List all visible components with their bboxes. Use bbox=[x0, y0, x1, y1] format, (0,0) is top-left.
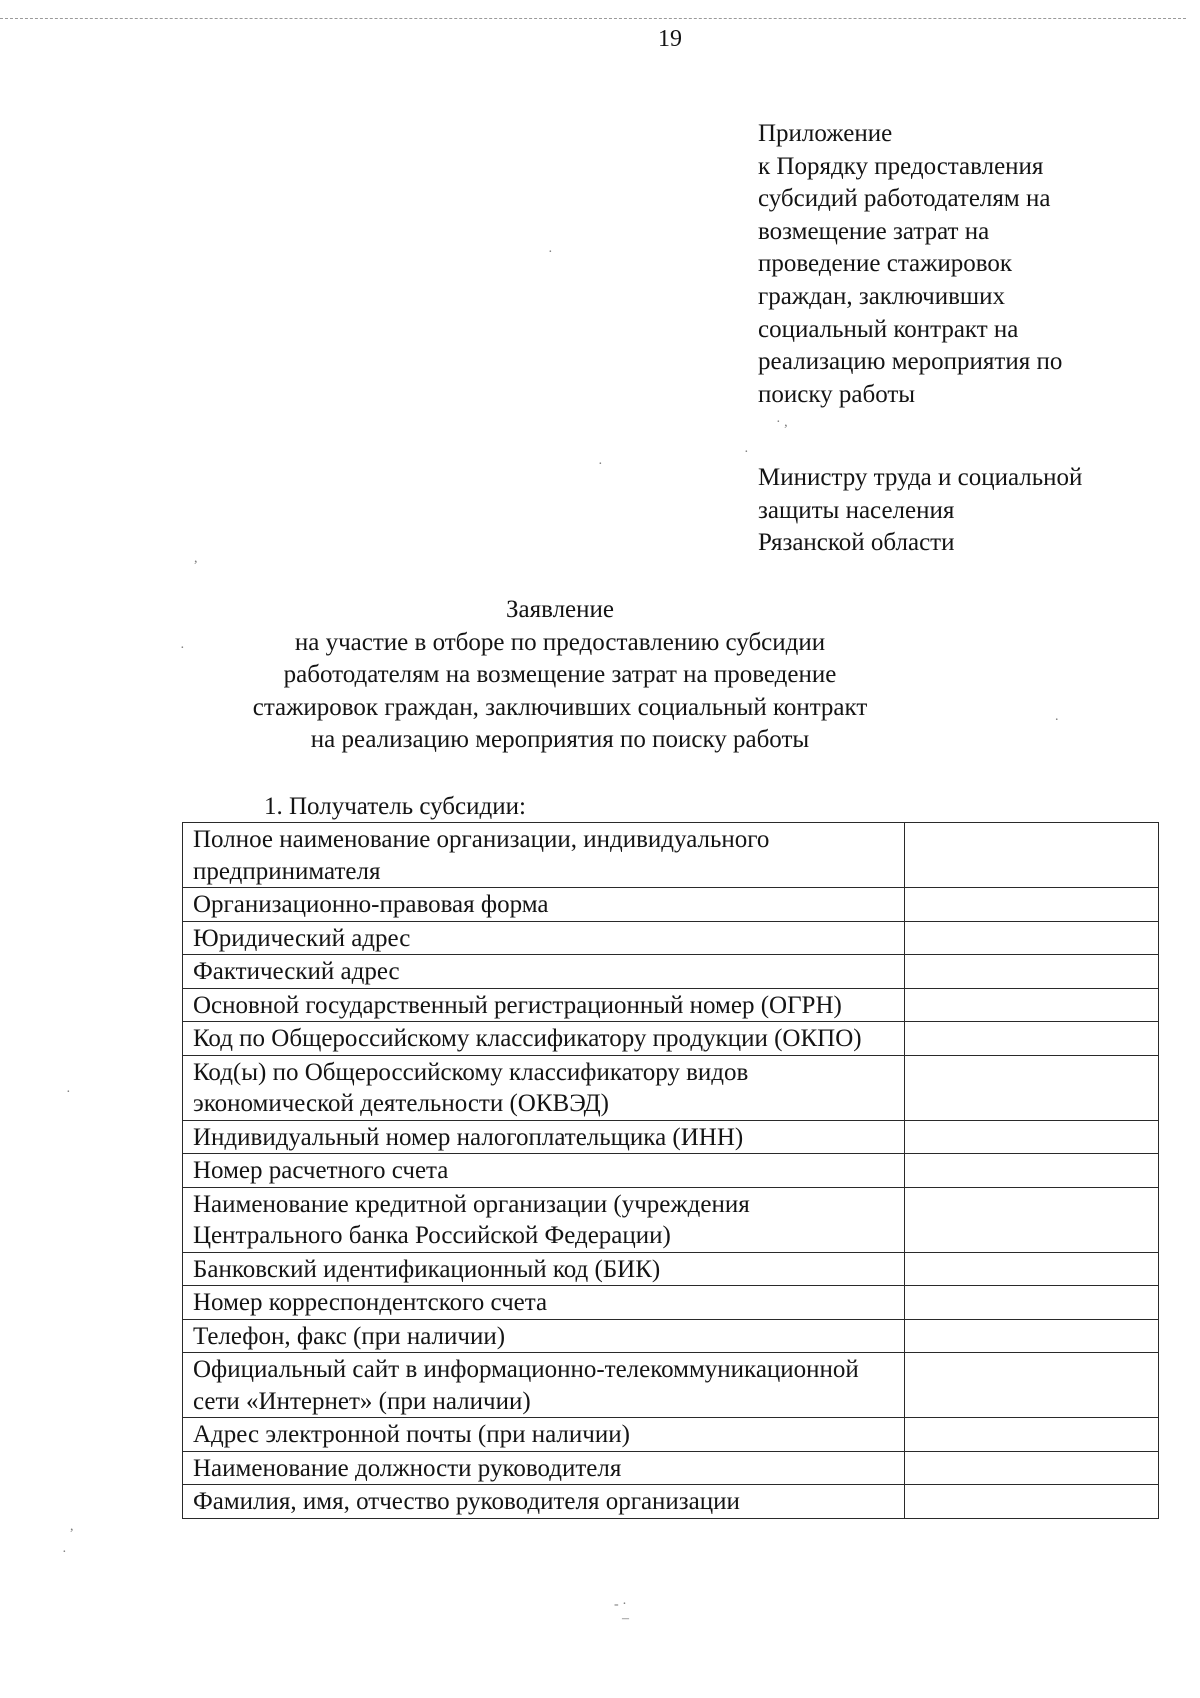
table-row bbox=[183, 1055, 1159, 1120]
row-value bbox=[905, 1120, 1159, 1154]
row-label: Номер корреспондентского счета bbox=[183, 1286, 905, 1320]
table-row bbox=[183, 1120, 1159, 1154]
table-row bbox=[183, 921, 1159, 955]
appendix-line: поиску работы bbox=[758, 380, 916, 408]
table-row bbox=[183, 1286, 1159, 1320]
appendix-line: реализацию мероприятия по bbox=[758, 348, 1063, 376]
scan-speck: · bbox=[62, 1545, 67, 1560]
table-row bbox=[183, 1485, 1159, 1519]
scan-speck: · bbox=[548, 245, 553, 260]
row-label: Номер расчетного счета bbox=[183, 1154, 905, 1188]
row-value bbox=[905, 1353, 1159, 1418]
row-label: Основной государственный регистрационный номер (ОГРН) bbox=[183, 988, 905, 1022]
table-row bbox=[183, 988, 1159, 1022]
appendix-line: к Порядку предоставления bbox=[758, 152, 1044, 180]
statement-line: работодателям на возмещение затрат на проведение bbox=[283, 661, 837, 689]
row-label: Фамилия, имя, отчество руководителя организации bbox=[183, 1485, 905, 1519]
row-label: Адрес электронной почты (при наличии) bbox=[183, 1418, 905, 1452]
addressee-line: защиты населения bbox=[758, 496, 955, 524]
row-value bbox=[905, 1286, 1159, 1320]
scan-speck: - · bbox=[614, 1597, 627, 1612]
statement-title: Заявление bbox=[505, 596, 615, 623]
scan-speck: · bbox=[598, 457, 603, 472]
appendix-line: проведение стажировок bbox=[758, 250, 1013, 278]
statement-line: стажировок граждан, заключивших социальный контракт bbox=[252, 693, 868, 721]
appendix-line: возмещение затрат на bbox=[758, 217, 990, 245]
row-label: Официальный сайт в информационно-телекоммуникационной сети «Интернет» (при наличии) bbox=[183, 1353, 905, 1418]
row-label: Наименование должности руководителя bbox=[183, 1451, 905, 1485]
scan-speck: , bbox=[194, 551, 198, 566]
statement-line: на реализацию мероприятия по поиску работы bbox=[310, 726, 810, 754]
addressee-line: Министру труда и социальной bbox=[758, 464, 1083, 491]
section-recipient-title: 1. Получатель субсидии: bbox=[264, 793, 526, 820]
appendix-line: Приложение bbox=[758, 120, 893, 147]
table-row bbox=[183, 1252, 1159, 1286]
appendix-line: граждан, заключивших bbox=[758, 282, 1006, 310]
row-value bbox=[905, 1485, 1159, 1519]
recipient-table bbox=[182, 822, 1159, 1519]
scan-speck: · bbox=[744, 445, 749, 460]
scan-speck: · bbox=[180, 641, 185, 656]
scan-top-rule bbox=[0, 18, 1186, 19]
appendix-block bbox=[758, 118, 1062, 411]
table-row bbox=[183, 888, 1159, 922]
row-value bbox=[905, 1055, 1159, 1120]
page-number: 19 bbox=[658, 26, 682, 52]
appendix-line: социальный контракт на bbox=[758, 315, 1019, 343]
row-value bbox=[905, 1319, 1159, 1353]
scan-speck: – bbox=[622, 1611, 629, 1626]
table-row bbox=[183, 1451, 1159, 1485]
row-label: Организационно-правовая форма bbox=[183, 888, 905, 922]
row-label: Полное наименование организации, индивидуального предпринимателя bbox=[183, 823, 905, 888]
row-label: Банковский идентификационный код (БИК) bbox=[183, 1252, 905, 1286]
scan-speck: · bbox=[66, 1085, 71, 1100]
row-value bbox=[905, 1252, 1159, 1286]
row-label: Код(ы) по Общероссийскому классификатору видов экономической деятельности (ОКВЭД) bbox=[183, 1055, 905, 1120]
row-value bbox=[905, 1154, 1159, 1188]
statement-line: на участие в отборе по предоставлению субсидии bbox=[294, 628, 826, 656]
scan-speck: , bbox=[70, 1519, 74, 1534]
addressee-line: Рязанской области bbox=[758, 529, 955, 557]
table-row bbox=[183, 1154, 1159, 1188]
appendix-line: субсидий работодателям на bbox=[758, 185, 1051, 213]
row-value bbox=[905, 988, 1159, 1022]
row-value bbox=[905, 888, 1159, 922]
scan-speck: · , bbox=[776, 415, 788, 430]
row-label: Юридический адрес bbox=[183, 921, 905, 955]
row-value bbox=[905, 1418, 1159, 1452]
table-row bbox=[183, 1319, 1159, 1353]
row-value bbox=[905, 1022, 1159, 1056]
row-label: Телефон, факс (при наличии) bbox=[183, 1319, 905, 1353]
row-value bbox=[905, 823, 1159, 888]
table-row bbox=[183, 1022, 1159, 1056]
row-value bbox=[905, 1451, 1159, 1485]
table-row bbox=[183, 1418, 1159, 1452]
row-value bbox=[905, 955, 1159, 989]
table-row bbox=[183, 1353, 1159, 1418]
row-label: Индивидуальный номер налогоплательщика (ИНН) bbox=[183, 1120, 905, 1154]
table-row bbox=[183, 955, 1159, 989]
table-row bbox=[183, 823, 1159, 888]
addressee-block bbox=[758, 462, 1082, 560]
row-label: Наименование кредитной организации (учреждения Центрального банка Российской Федерации) bbox=[183, 1187, 905, 1252]
row-value bbox=[905, 921, 1159, 955]
scan-speck: . bbox=[1055, 709, 1059, 724]
row-value bbox=[905, 1187, 1159, 1252]
table-row bbox=[183, 1187, 1159, 1252]
statement-heading bbox=[180, 594, 940, 757]
row-label: Фактический адрес bbox=[183, 955, 905, 989]
row-label: Код по Общероссийскому классификатору продукции (ОКПО) bbox=[183, 1022, 905, 1056]
